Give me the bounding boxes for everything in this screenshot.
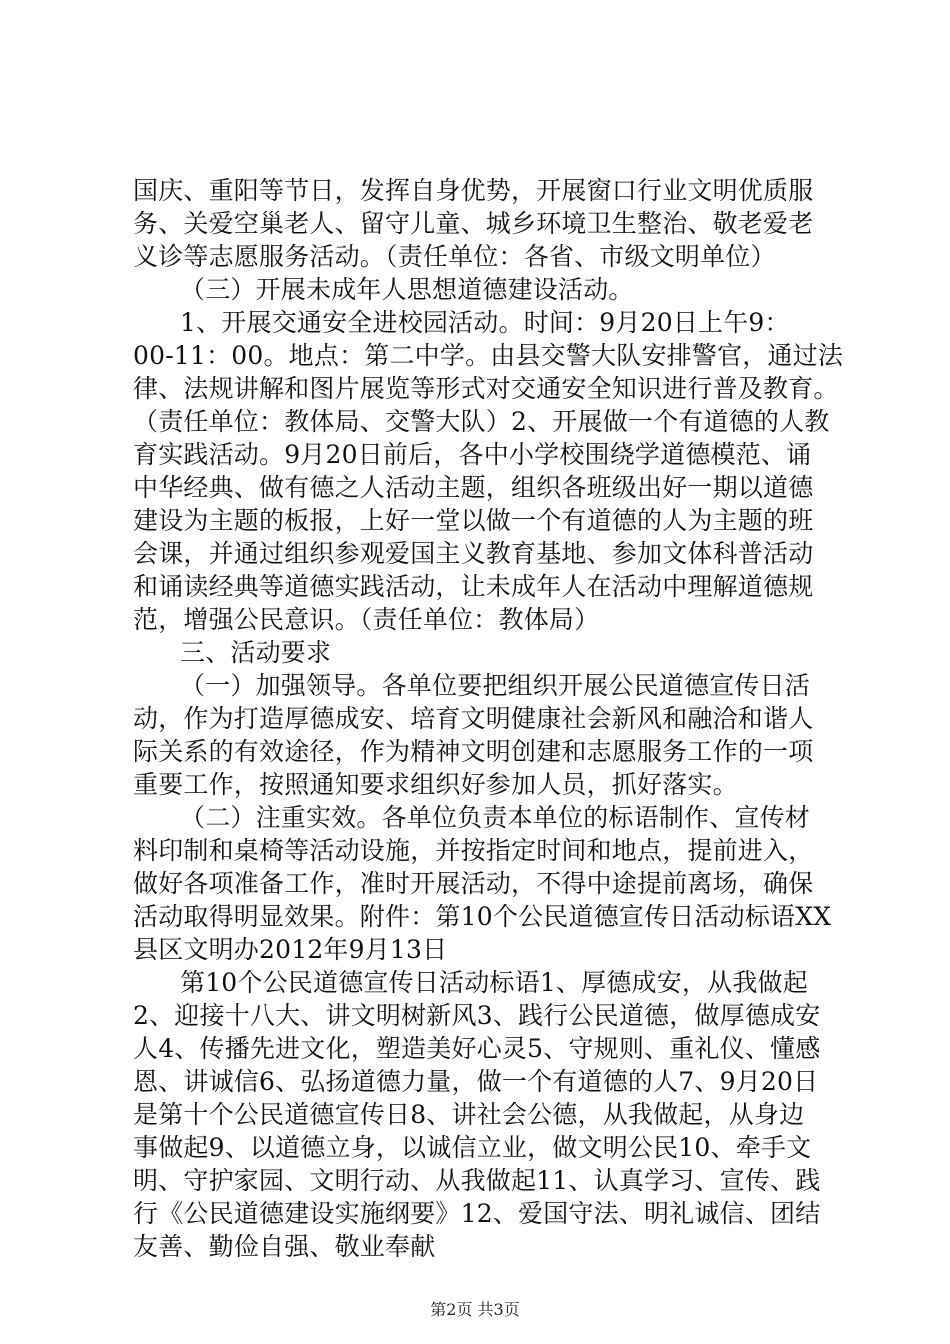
text-line: 律、法规讲解和图片展览等形式对交通安全知识进行普及教育。 <box>133 374 839 403</box>
text-line: 和诵读经典等道德实践活动，让未成年人在活动中理解道德规 <box>133 572 814 601</box>
text-line: 第10个公民道德宣传日活动标语1、厚德成安，从我做起 <box>180 968 808 997</box>
text-line: 县区文明办2012年9月13日 <box>133 935 448 964</box>
page-footer: 第2页 共3页 <box>430 1300 520 1319</box>
text-line: （二）注重实效。各单位负责本单位的标语制作、宣传材 <box>180 803 811 832</box>
text-line: 务、关爱空巢老人、留守儿童、城乡环境卫生整治、敬老爱老 <box>133 209 814 238</box>
text-line: 恩、讲诚信6、弘扬道德力量，做一个有道德的人7、9月20日 <box>133 1067 819 1096</box>
section-heading: （三）开展未成年人思想道德建设活动。 <box>180 275 634 304</box>
text-line: 人4、传播先进文化，塑造美好心灵5、守规则、重礼仪、懂感 <box>133 1034 821 1063</box>
text-line: 育实践活动。9月20日前后，各中小学校围绕学道德模范、诵 <box>133 440 812 469</box>
text-line: 重要工作，按照通知要求组织好参加人员，抓好落实。 <box>133 770 738 799</box>
text-line: 国庆、重阳等节日，发挥自身优势，开展窗口行业文明优质服 <box>133 176 814 205</box>
text-line: 义诊等志愿服务活动。（责任单位：各省、市级文明单位） <box>133 242 776 271</box>
text-line: 是第十个公民道德宣传日8、讲社会公德，从我做起，从身边 <box>133 1100 805 1129</box>
text-line: 动，作为打造厚德成安、培育文明健康社会新风和融洽和谐人 <box>133 704 814 733</box>
text-line: 行《公民道德建设实施纲要》12、爱国守法、明礼诚信、团结 <box>133 1199 821 1228</box>
text-line: 建设为主题的板报，上好一堂以做一个有道德的人为主题的班 <box>133 506 814 535</box>
text-line: 会课，并通过组织参观爱国主义教育基地、参加文体科普活动 <box>133 539 814 568</box>
text-line: 友善、勤俭自强、敬业奉献 <box>133 1232 436 1261</box>
text-line: 做好各项准备工作，准时开展活动，不得中途提前离场，确保 <box>133 869 814 898</box>
text-line: 事做起9、以道德立身，以诚信立业，做文明公民10、牵手文 <box>133 1133 812 1162</box>
text-line: 中华经典、做有德之人活动主题，组织各班级出好一期以道德 <box>133 473 814 502</box>
text-line: 明、守护家园、文明行动、从我做起11、认真学习、宣传、践 <box>133 1166 821 1195</box>
text-line: 际关系的有效途径，作为精神文明创建和志愿服务工作的一项 <box>133 737 814 766</box>
text-line: （一）加强领导。各单位要把组织开展公民道德宣传日活 <box>180 671 811 700</box>
text-line: 活动取得明显效果。附件：第10个公民道德宣传日活动标语XX <box>133 902 832 931</box>
text-line: 料印制和桌椅等活动设施，并按指定时间和地点，提前进入， <box>133 836 814 865</box>
text-line: 00-11：00。地点：第二中学。由县交警大队安排警官，通过法 <box>133 341 844 370</box>
text-line: （责任单位：教体局、交警大队）2、开展做一个有道德的人教 <box>133 407 830 436</box>
text-line: 2、迎接十八大、讲文明树新风3、践行公民道德，做厚德成安 <box>133 1001 821 1030</box>
section-heading: 三、活动要求 <box>180 638 332 667</box>
text-line: 范，增强公民意识。（责任单位：教体局） <box>133 605 600 634</box>
text-line: 1、开展交通安全进校园活动。时间：9月20日上午9： <box>180 308 790 337</box>
